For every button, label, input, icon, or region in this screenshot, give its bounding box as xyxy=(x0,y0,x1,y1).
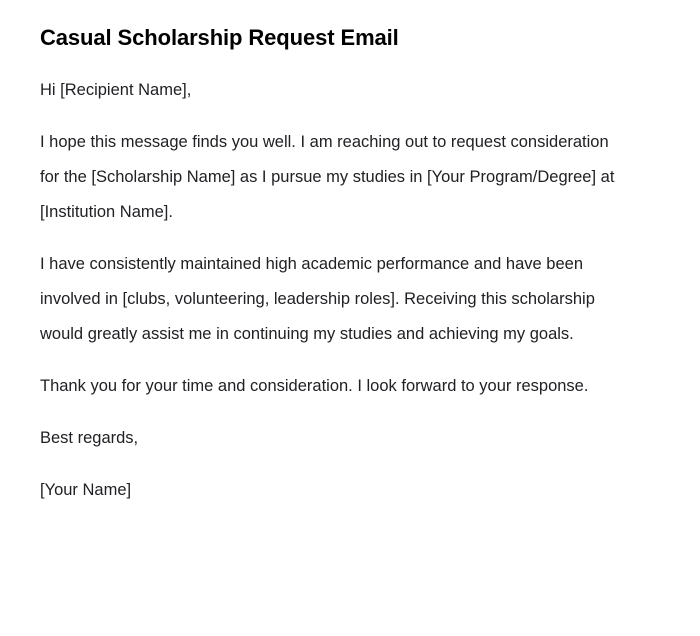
paragraph-signoff: Best regards, xyxy=(40,428,139,447)
paragraph-qualifications: I have consistently maintained high academic performance and have been involved in [clubs, volunteering, leadership roles]. Receiving this scholarship would greatly assist me in continuing my studies and achieving my goals. xyxy=(40,254,595,343)
paragraph-intro: I hope this message finds you well. I am reaching out to request consideration for the [Scholarship Name] as I pursue my studies in [Your Program/Degree] at [Institution Name]. xyxy=(40,132,615,221)
page-title: Casual Scholarship Request Email xyxy=(40,25,399,50)
paragraph-greeting: Hi [Recipient Name], xyxy=(40,80,192,99)
paragraph-thanks: Thank you for your time and consideration. I look forward to your response. xyxy=(40,376,589,395)
paragraph-signature: [Your Name] xyxy=(40,480,132,499)
